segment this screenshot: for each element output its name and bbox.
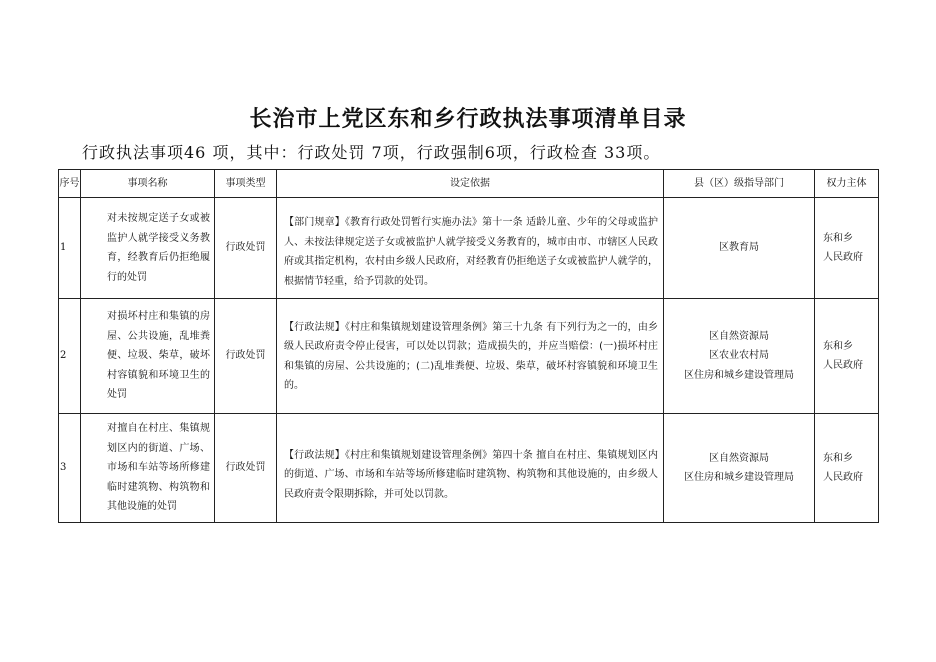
header-row (59, 170, 879, 198)
page-title: 长治市上党区东和乡行政执法事项清单目录 (249, 107, 687, 132)
dept-line: 区教育局 (719, 242, 759, 254)
row-no: 1 (59, 198, 81, 299)
summary-line: 行政执法事项46 项，其中：行政处罚 7项，行政强制6项，行政检查 33项。 (82, 143, 661, 162)
table-row (59, 198, 879, 299)
authority-line: 人民政府 (823, 472, 863, 483)
enforcement-items-table (58, 169, 879, 523)
header-no: 序号 (59, 170, 81, 198)
row-basis: 【行政法规】《村庄和集镇规划建设管理条例》第四十条 擅自在村庄、集镇规划区内的街道、广场、市场和车站等场所修建临时建筑物、构筑物和其他设施的，由乡级人民政府责令限期拆除，并可处以罚款。 (277, 414, 664, 523)
row-dept (664, 414, 815, 523)
dept-line: 区住房和城乡建设管理局 (684, 369, 794, 381)
row-name: 对未按规定送子女或被监护人就学接受义务教育，经教育后仍拒绝履行的处罚 (81, 198, 215, 299)
header-authority: 权力主体 (815, 170, 879, 198)
authority-line: 东和乡 (823, 340, 853, 352)
table-body (59, 198, 879, 523)
authority-line: 人民政府 (823, 360, 863, 371)
row-dept (664, 198, 815, 299)
header-type: 事项类型 (215, 170, 277, 198)
dept-line: 区自然资源局 (709, 330, 769, 342)
row-name: 对擅自在村庄、集镇规划区内的街道、广场、市场和车站等场所修建临时建筑物、构筑物和其他设施的处罚 (81, 414, 215, 523)
row-no: 3 (59, 414, 81, 523)
row-basis: 【部门规章】《教育行政处罚暂行实施办法》第十一条 适龄儿童、少年的父母或监护人、未按法律规定送子女或被监护人就学接受义务教育的，城市由市、市辖区人民政府或其指定机构，农村由乡级人民政府，对经教育仍拒绝送子女或被监护人就学的，根据情节轻重，给予罚款的处罚。 (277, 198, 664, 299)
row-basis: 【行政法规】《村庄和集镇规划建设管理条例》第三十九条 有下列行为之一的，由乡级人民政府责令停止侵害，可以处以罚款；造成损失的，并应当赔偿：(一)损坏村庄和集镇的房屋、公共设施的；(二)乱堆粪便、垃圾、柴草，破坏村容镇貌和环境卫生的。 (277, 299, 664, 414)
header-basis: 设定依据 (277, 170, 664, 198)
dept-line: 区农业农村局 (709, 350, 769, 362)
table-row (59, 414, 879, 523)
authority-line: 人民政府 (823, 252, 863, 263)
row-type: 行政处罚 (215, 299, 277, 414)
row-authority (815, 198, 879, 299)
header-dept: 县（区）级指导部门 (664, 170, 815, 198)
header-name: 事项名称 (81, 170, 215, 198)
row-type: 行政处罚 (215, 198, 277, 299)
table-row (59, 299, 879, 414)
row-authority (815, 299, 879, 414)
row-name: 对损坏村庄和集镇的房屋、公共设施，乱堆粪便、垃圾、柴草，破坏村容镇貌和环境卫生的处罚 (81, 299, 215, 414)
row-no: 2 (59, 299, 81, 414)
dept-line: 区自然资源局 (709, 452, 769, 464)
dept-line: 区住房和城乡建设管理局 (684, 472, 794, 483)
row-dept (664, 299, 815, 414)
authority-line: 东和乡 (823, 452, 853, 464)
row-authority (815, 414, 879, 523)
row-type: 行政处罚 (215, 414, 277, 523)
table-header (59, 170, 879, 198)
authority-line: 东和乡 (823, 232, 853, 244)
